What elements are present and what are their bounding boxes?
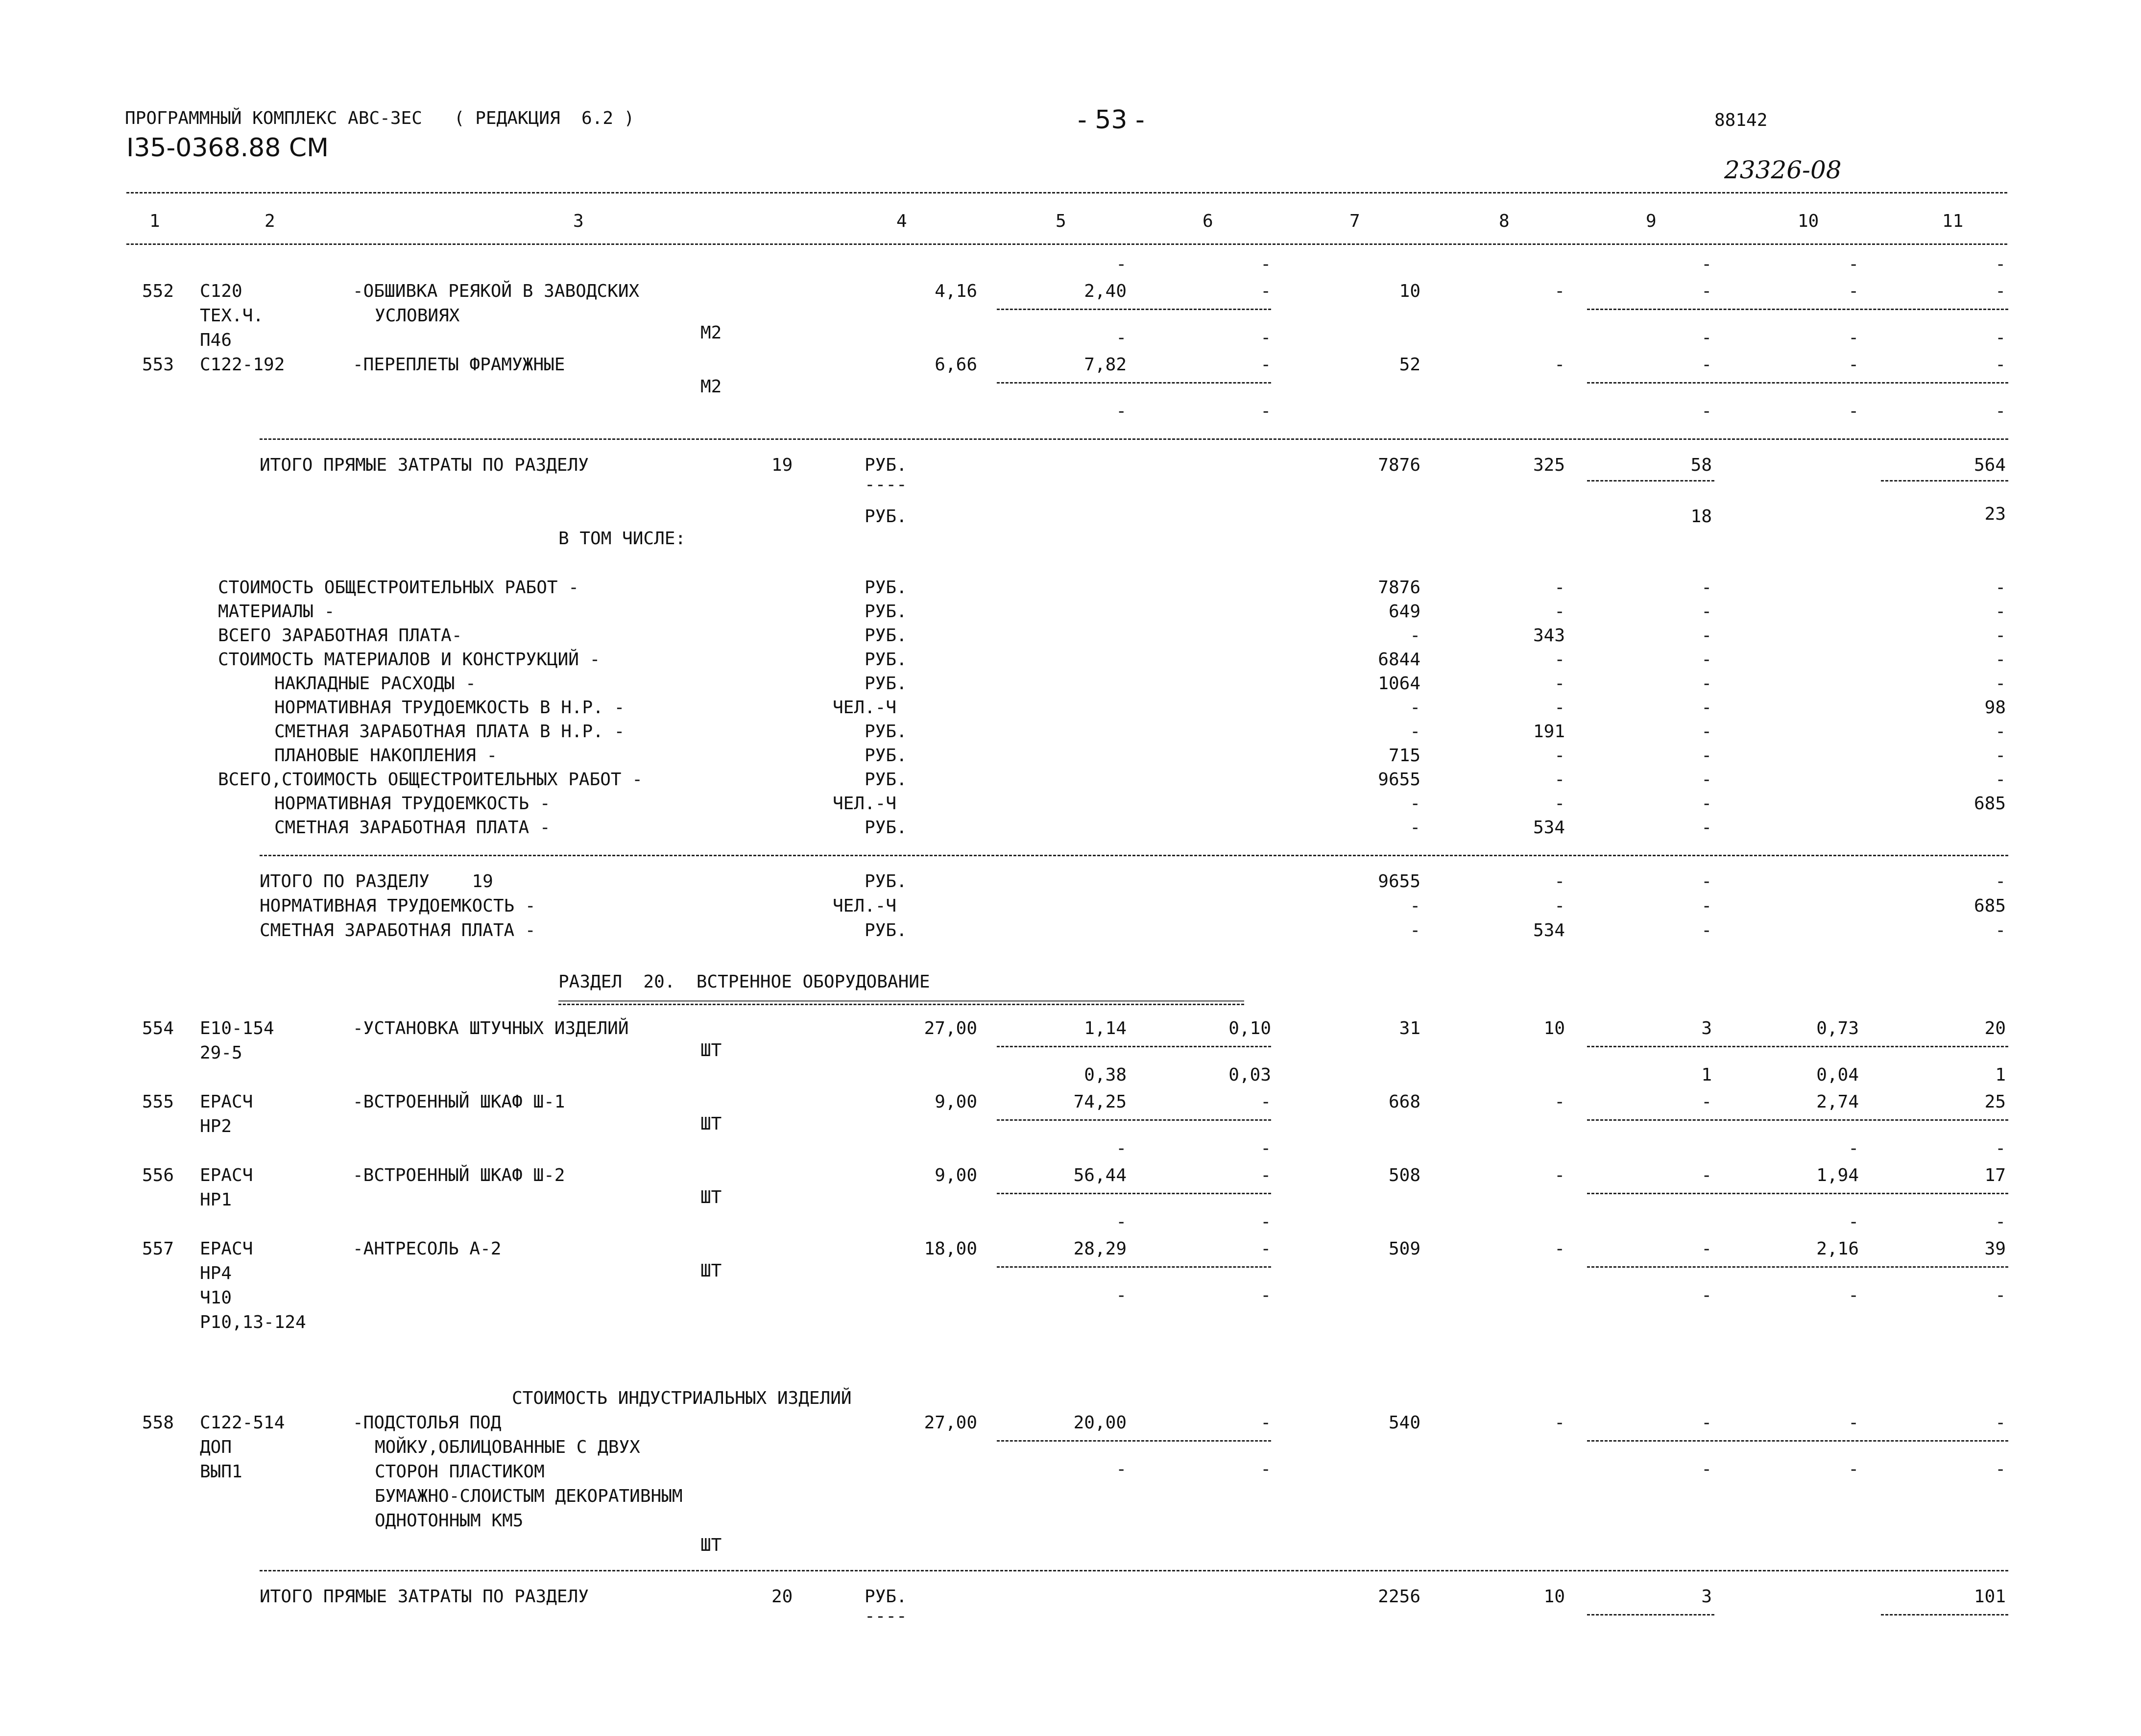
total-label-20: ИТОГО ПРЯМЫЕ ЗАТРАТЫ ПО РАЗДЕЛУ [260, 1587, 589, 1607]
cell-c5: 74,25 [1073, 1092, 1127, 1112]
cell-c7: 508 [1388, 1165, 1420, 1185]
total-unit: РУБ. [865, 455, 907, 475]
section-total-c9: - [1701, 871, 1712, 892]
cell-c8: - [1554, 1092, 1565, 1112]
breakdown-c9: - [1701, 746, 1712, 766]
total-unit-20: РУБ. [865, 1587, 907, 1607]
total-c8: 325 [1533, 455, 1565, 475]
section-total-unit: ЧЕЛ.-Ч [833, 896, 897, 916]
item-description: -ВСТРОЕННЫЙ ШКАФ Ш-1 [353, 1092, 565, 1112]
item-unit: ШТ [700, 1261, 722, 1281]
breakdown-c9: - [1701, 674, 1712, 694]
cell-c5b: - [1116, 1138, 1127, 1158]
cell-c5: 56,44 [1073, 1165, 1127, 1185]
item-unit: ШТ [700, 1535, 722, 1555]
item-number: 558 [142, 1413, 174, 1433]
cell-c8: - [1554, 281, 1565, 301]
cell-c8: 10 [1543, 1018, 1565, 1038]
cell-c6: - [1260, 1165, 1271, 1185]
cell-c9: - [1701, 281, 1712, 301]
breakdown-label: ВСЕГО ЗАРАБОТНАЯ ПЛАТА- [218, 626, 462, 646]
cell-c10: - [1848, 1413, 1859, 1433]
cell-c8: - [1554, 1165, 1565, 1185]
cell-c6: - [1260, 1239, 1271, 1259]
sub-rule [997, 1440, 1271, 1442]
cell-c10top: - [1848, 254, 1859, 274]
item-unit: М2 [700, 323, 722, 343]
breakdown-c7: 715 [1388, 746, 1420, 766]
cell-c8: - [1554, 1239, 1565, 1259]
breakdown-c7: 9655 [1378, 770, 1420, 790]
cell-c6b: - [1260, 1138, 1271, 1158]
section-total-unit: РУБ. [865, 920, 907, 940]
section-20-title: РАЗДЕЛ 20. ВСТРЕННОЕ ОБОРУДОВАНИЕ [558, 972, 930, 992]
cell-c5top: - [1116, 254, 1127, 274]
total-rule [260, 438, 2008, 440]
cell-c11b: - [1995, 401, 2006, 421]
breakdown-c11: - [1995, 746, 2006, 766]
cell-c11b: - [1995, 1459, 2006, 1479]
column-header-8: 8 [1499, 211, 1510, 231]
breakdown-c11: - [1995, 578, 2006, 598]
item-code: С122-192 [200, 355, 285, 375]
item-description: -УСТАНОВКА ШТУЧНЫХ ИЗДЕЛИЙ [353, 1018, 629, 1038]
item-number: 554 [142, 1018, 174, 1038]
breakdown-c11: 98 [1984, 698, 2006, 718]
section-total-c11: - [1995, 871, 2006, 892]
cell-c6: - [1260, 281, 1271, 301]
cell-c11top: - [1995, 254, 2006, 274]
cell-c10b: - [1848, 1138, 1859, 1158]
cell-c5b: - [1116, 1459, 1127, 1479]
cell-c11: 25 [1984, 1092, 2006, 1112]
breakdown-c11: - [1995, 602, 2006, 622]
breakdown-c8: - [1554, 578, 1565, 598]
cell-c11: 20 [1984, 1018, 2006, 1038]
total-20-c9: 3 [1701, 1587, 1712, 1607]
item-code: ЕРАСЧ [200, 1092, 253, 1112]
item-code: ЕРАСЧ [200, 1165, 253, 1185]
cell-c9b: - [1701, 1459, 1712, 1479]
document-code: I35-0368.88 СМ [126, 133, 329, 163]
cell-c11b: - [1995, 1212, 2006, 1232]
cell-qty: 9,00 [935, 1092, 977, 1112]
program-header: ПРОГРАММНЫЙ КОМПЛЕКС АВС-3ЕС ( РЕДАКЦИЯ 6.2 ) [125, 108, 635, 128]
item-description: -АНТРЕСОЛЬ А-2 [353, 1239, 502, 1259]
cell-c5: 20,00 [1073, 1413, 1127, 1433]
total-label: ИТОГО ПРЯМЫЕ ЗАТРАТЫ ПО РАЗДЕЛУ [260, 455, 589, 475]
cell-c10b: - [1848, 328, 1859, 348]
breakdown-c11: - [1995, 626, 2006, 646]
cell-c5: 1,14 [1084, 1018, 1127, 1038]
cell-c10: 2,74 [1816, 1092, 1859, 1112]
cell-c10b: - [1848, 1212, 1859, 1232]
breakdown-c8: - [1554, 794, 1565, 814]
breakdown-unit: РУБ. [865, 722, 907, 742]
breakdown-c9: - [1701, 602, 1712, 622]
breakdown-c7: 1064 [1378, 674, 1420, 694]
breakdown-label: НОРМАТИВНАЯ ТРУДОЕМКОСТЬ В Н.Р. - [274, 698, 625, 718]
industrial-title: СТОИМОСТЬ ИНДУСТРИАЛЬНЫХ ИЗДЕЛИЙ [512, 1388, 852, 1408]
item-code-line2: 29-5 [200, 1043, 242, 1063]
breakdown-unit: РУБ. [865, 626, 907, 646]
section-total-c9: - [1701, 920, 1712, 940]
breakdown-label: НОРМАТИВНАЯ ТРУДОЕМКОСТЬ - [274, 794, 551, 814]
item-description: -ПОДСТОЛЬЯ ПОД [353, 1413, 502, 1433]
item-code-line2: ДОП [200, 1437, 232, 1457]
column-header-9: 9 [1646, 211, 1657, 231]
header-top-rule [126, 192, 2007, 193]
item-number: 556 [142, 1165, 174, 1185]
cell-c11b: 1 [1995, 1065, 2006, 1085]
breakdown-c11: - [1995, 770, 2006, 790]
breakdown-c11: - [1995, 674, 2006, 694]
breakdown-c8: - [1554, 602, 1565, 622]
cell-c10: 2,16 [1816, 1239, 1859, 1259]
section-total-c8: - [1554, 896, 1565, 916]
column-header-2: 2 [265, 211, 275, 231]
total-rule-20 [260, 1570, 2008, 1571]
breakdown-c7: 7876 [1378, 578, 1420, 598]
section-rule [260, 855, 2008, 856]
breakdown-label: ПЛАНОВЫЕ НАКОПЛЕНИЯ - [274, 746, 498, 766]
item-code-line3: П46 [200, 330, 232, 350]
item-description: -ВСТРОЕННЫЙ ШКАФ Ш-2 [353, 1165, 565, 1185]
cell-c5b: - [1116, 328, 1127, 348]
total-20-c8: 10 [1543, 1587, 1565, 1607]
cell-c9: - [1701, 1239, 1712, 1259]
sub-rule [1881, 1614, 2008, 1615]
cell-c11b: - [1995, 328, 2006, 348]
cell-c9top: - [1701, 254, 1712, 274]
breakdown-label: СМЕТНАЯ ЗАРАБОТНАЯ ПЛАТА - [274, 818, 551, 838]
breakdown-c9: - [1701, 626, 1712, 646]
cell-c11: - [1995, 355, 2006, 375]
cell-c7: 540 [1388, 1413, 1420, 1433]
total-section-20: 20 [771, 1587, 793, 1607]
cell-c11: 17 [1984, 1165, 2006, 1185]
cell-c7: 668 [1388, 1092, 1420, 1112]
total-c11b: 23 [1984, 504, 2006, 524]
total-unit-dash-20: ---- [865, 1606, 907, 1626]
breakdown-c8: - [1554, 674, 1565, 694]
section-total-c9: - [1701, 896, 1712, 916]
breakdown-c7: - [1410, 698, 1420, 718]
item-description: -ОБШИВКА РЕЯКОЙ В ЗАВОДСКИХ [353, 281, 640, 301]
total-c9: 58 [1690, 455, 1712, 475]
column-header-7: 7 [1349, 211, 1360, 231]
item-code-line2: НР1 [200, 1190, 232, 1210]
item-code-line2: НР4 [200, 1263, 232, 1283]
item-description-line: МОЙКУ,ОБЛИЦОВАННЫЕ С ДВУХ [375, 1437, 640, 1457]
section-total-label: НОРМАТИВНАЯ ТРУДОЕМКОСТЬ - [260, 896, 536, 916]
breakdown-label: СМЕТНАЯ ЗАРАБОТНАЯ ПЛАТА В Н.Р. - [274, 722, 625, 742]
breakdown-c7: - [1410, 818, 1420, 838]
total-section: 19 [771, 455, 793, 475]
section-total-c8: 534 [1533, 920, 1565, 940]
cell-c11: 39 [1984, 1239, 2006, 1259]
cell-c5b: 0,38 [1084, 1065, 1127, 1085]
item-description-line: УСЛОВИЯХ [375, 306, 460, 326]
breakdown-label: МАТЕРИАЛЫ - [218, 602, 335, 622]
section-total-c7: - [1410, 896, 1420, 916]
breakdown-c11: 685 [1973, 794, 2006, 814]
total-20-c7: 2256 [1378, 1587, 1420, 1607]
cell-c10b: - [1848, 1459, 1859, 1479]
section-total-c7: - [1410, 920, 1420, 940]
cell-c9: 3 [1701, 1018, 1712, 1038]
item-description-line: СТОРОН ПЛАСТИКОМ [375, 1462, 545, 1482]
item-code: С120 [200, 281, 242, 301]
cell-c6: - [1260, 1413, 1271, 1433]
sub-rule [1587, 382, 2008, 384]
item-code-line3: ВЫП1 [200, 1462, 242, 1482]
breakdown-label: СТОИМОСТЬ ОБЩЕСТРОИТЕЛЬНЫХ РАБОТ - [218, 578, 579, 598]
cell-c6: - [1260, 1092, 1271, 1112]
breakdown-c8: 191 [1533, 722, 1565, 742]
cell-c10b: - [1848, 1285, 1859, 1305]
breakdown-c9: - [1701, 698, 1712, 718]
item-code-line2: ТЕХ.Ч. [200, 306, 264, 326]
breakdown-unit: РУБ. [865, 674, 907, 694]
sub-rule [997, 382, 1271, 384]
cell-c9: - [1701, 355, 1712, 375]
breakdown-c7: - [1410, 794, 1420, 814]
item-code: ЕРАСЧ [200, 1239, 253, 1259]
section-total-c8: - [1554, 871, 1565, 892]
cell-qty: 4,16 [935, 281, 977, 301]
breakdown-c11: - [1995, 722, 2006, 742]
breakdown-unit: ЧЕЛ.-Ч [833, 794, 897, 814]
cell-c7: 509 [1388, 1239, 1420, 1259]
section-total-c11: - [1995, 920, 2006, 940]
cell-c9b: - [1701, 1285, 1712, 1305]
breakdown-c8: 343 [1533, 626, 1565, 646]
total-c7: 7876 [1378, 455, 1420, 475]
column-header-6: 6 [1203, 211, 1213, 231]
breakdown-c7: 649 [1388, 602, 1420, 622]
cell-c11: - [1995, 1413, 2006, 1433]
item-description: -ПЕРЕПЛЕТЫ ФРАМУЖНЫЕ [353, 355, 565, 375]
total-20-c11: 101 [1973, 1587, 2006, 1607]
breakdown-c7: 6844 [1378, 650, 1420, 670]
section-total-label: ИТОГО ПО РАЗДЕЛУ 19 [260, 871, 493, 892]
item-code-line4: Р10,13-124 [200, 1312, 306, 1332]
cell-c9: - [1701, 1092, 1712, 1112]
cell-c10: 1,94 [1816, 1165, 1859, 1185]
breakdown-c8: - [1554, 746, 1565, 766]
column-header-11: 11 [1942, 211, 1964, 231]
cell-qty: 6,66 [935, 355, 977, 375]
cell-c5b: - [1116, 401, 1127, 421]
item-unit: ШТ [700, 1040, 722, 1061]
breakdown-unit: РУБ. [865, 578, 907, 598]
cell-c5b: - [1116, 1285, 1127, 1305]
breakdown-label: СТОИМОСТЬ МАТЕРИАЛОВ И КОНСТРУКЦИЙ - [218, 650, 601, 670]
cell-qty: 18,00 [924, 1239, 977, 1259]
cell-c8: - [1554, 1413, 1565, 1433]
sub-rule [1587, 309, 2008, 310]
sub-rule [1881, 480, 2008, 482]
column-header-10: 10 [1798, 211, 1819, 231]
breakdown-c7: - [1410, 626, 1420, 646]
breakdown-unit: РУБ. [865, 602, 907, 622]
document-number: 88142 [1714, 110, 1768, 130]
breakdown-c9: - [1701, 770, 1712, 790]
page-number: - 53 - [1078, 105, 1145, 135]
total-unit-dash: ---- [865, 475, 907, 495]
item-unit: ШТ [700, 1114, 722, 1134]
handwritten-stamp-number: 23326-08 [1724, 156, 1842, 184]
cell-c6b: - [1260, 1285, 1271, 1305]
cell-c5: 28,29 [1073, 1239, 1127, 1259]
sub-rule [997, 1119, 1271, 1121]
breakdown-c8: - [1554, 650, 1565, 670]
cell-c9b: 1 [1701, 1065, 1712, 1085]
item-code: С122-514 [200, 1413, 285, 1433]
sub-rule [997, 309, 1271, 310]
column-header-5: 5 [1056, 211, 1066, 231]
breakdown-unit: РУБ. [865, 650, 907, 670]
breakdown-unit: РУБ. [865, 818, 907, 838]
breakdown-label: НАКЛАДНЫЕ РАСХОДЫ - [274, 674, 476, 694]
breakdown-unit: РУБ. [865, 746, 907, 766]
item-number: 555 [142, 1092, 174, 1112]
breakdown-unit: ЧЕЛ.-Ч [833, 698, 897, 718]
header-bottom-rule [126, 243, 2007, 245]
cell-c7: 31 [1399, 1018, 1420, 1038]
cell-c7: 52 [1399, 355, 1420, 375]
item-unit: ШТ [700, 1187, 722, 1207]
section-total-unit: РУБ. [865, 871, 907, 892]
breakdown-c9: - [1701, 794, 1712, 814]
cell-c6b: - [1260, 1459, 1271, 1479]
breakdown-label: ВСЕГО,СТОИМОСТЬ ОБЩЕСТРОИТЕЛЬНЫХ РАБОТ - [218, 770, 643, 790]
cell-c11: - [1995, 281, 2006, 301]
column-header-4: 4 [896, 211, 907, 231]
item-number: 557 [142, 1239, 174, 1259]
cell-c5: 2,40 [1084, 281, 1127, 301]
cell-c9: - [1701, 1413, 1712, 1433]
cell-c6top: - [1260, 254, 1271, 274]
cell-c5b: - [1116, 1212, 1127, 1232]
section-total-c11: 685 [1973, 896, 2006, 916]
cell-c5: 7,82 [1084, 355, 1127, 375]
cell-c6: - [1260, 355, 1271, 375]
cell-c10: 0,73 [1816, 1018, 1859, 1038]
breakdown-c9: - [1701, 578, 1712, 598]
breakdown-unit: РУБ. [865, 770, 907, 790]
cell-c6: 0,10 [1228, 1018, 1271, 1038]
sub-rule [1587, 1046, 2008, 1047]
cell-c8: - [1554, 355, 1565, 375]
item-unit: М2 [700, 377, 722, 397]
cell-c10b: 0,04 [1816, 1065, 1859, 1085]
cell-c10: - [1848, 355, 1859, 375]
cell-c9b: - [1701, 328, 1712, 348]
item-number: 552 [142, 281, 174, 301]
sub-rule [1587, 1119, 2008, 1121]
sub-rule [997, 1046, 1271, 1047]
cell-qty: 27,00 [924, 1018, 977, 1038]
cell-c11b: - [1995, 1138, 2006, 1158]
sub-rule [1587, 1614, 1714, 1615]
cell-c7: 10 [1399, 281, 1420, 301]
sub-rule [997, 1193, 1271, 1194]
item-code-line2: НР2 [200, 1116, 232, 1136]
total-unit-2: РУБ. [865, 506, 907, 527]
section-title-underline [558, 1000, 1244, 1005]
cell-qty: 27,00 [924, 1413, 977, 1433]
sub-rule [1587, 1266, 2008, 1268]
total-c9b: 18 [1690, 506, 1712, 527]
breakdown-c7: - [1410, 722, 1420, 742]
cell-c10: - [1848, 281, 1859, 301]
cell-c9: - [1701, 1165, 1712, 1185]
sub-rule [1587, 1440, 2008, 1442]
including-label: В ТОМ ЧИСЛЕ: [558, 529, 686, 549]
cell-c11b: - [1995, 1285, 2006, 1305]
cell-c6b: - [1260, 401, 1271, 421]
sub-rule [1587, 1193, 2008, 1194]
breakdown-c8: 534 [1533, 818, 1565, 838]
breakdown-c8: - [1554, 698, 1565, 718]
breakdown-c9: - [1701, 650, 1712, 670]
cell-c10b: - [1848, 401, 1859, 421]
section-total-label: СМЕТНАЯ ЗАРАБОТНАЯ ПЛАТА - [260, 920, 536, 940]
total-c11: 564 [1973, 455, 2006, 475]
cell-c6b: - [1260, 328, 1271, 348]
item-description-line: ОДНОТОННЫМ КМ5 [375, 1511, 524, 1531]
breakdown-c9: - [1701, 818, 1712, 838]
column-header-3: 3 [573, 211, 584, 231]
sub-rule [1587, 480, 1714, 482]
cell-qty: 9,00 [935, 1165, 977, 1185]
item-code: Е10-154 [200, 1018, 274, 1038]
item-code-line3: Ч10 [200, 1288, 232, 1308]
section-total-c7: 9655 [1378, 871, 1420, 892]
cell-c6b: - [1260, 1212, 1271, 1232]
cell-c6b: 0,03 [1228, 1065, 1271, 1085]
sub-rule [997, 1266, 1271, 1268]
breakdown-c9: - [1701, 722, 1712, 742]
item-number: 553 [142, 355, 174, 375]
column-header-1: 1 [149, 211, 160, 231]
cell-c9b: - [1701, 401, 1712, 421]
item-description-line: БУМАЖНО-СЛОИСТЫМ ДЕКОРАТИВНЫМ [375, 1486, 683, 1506]
breakdown-c11: - [1995, 650, 2006, 670]
breakdown-c8: - [1554, 770, 1565, 790]
